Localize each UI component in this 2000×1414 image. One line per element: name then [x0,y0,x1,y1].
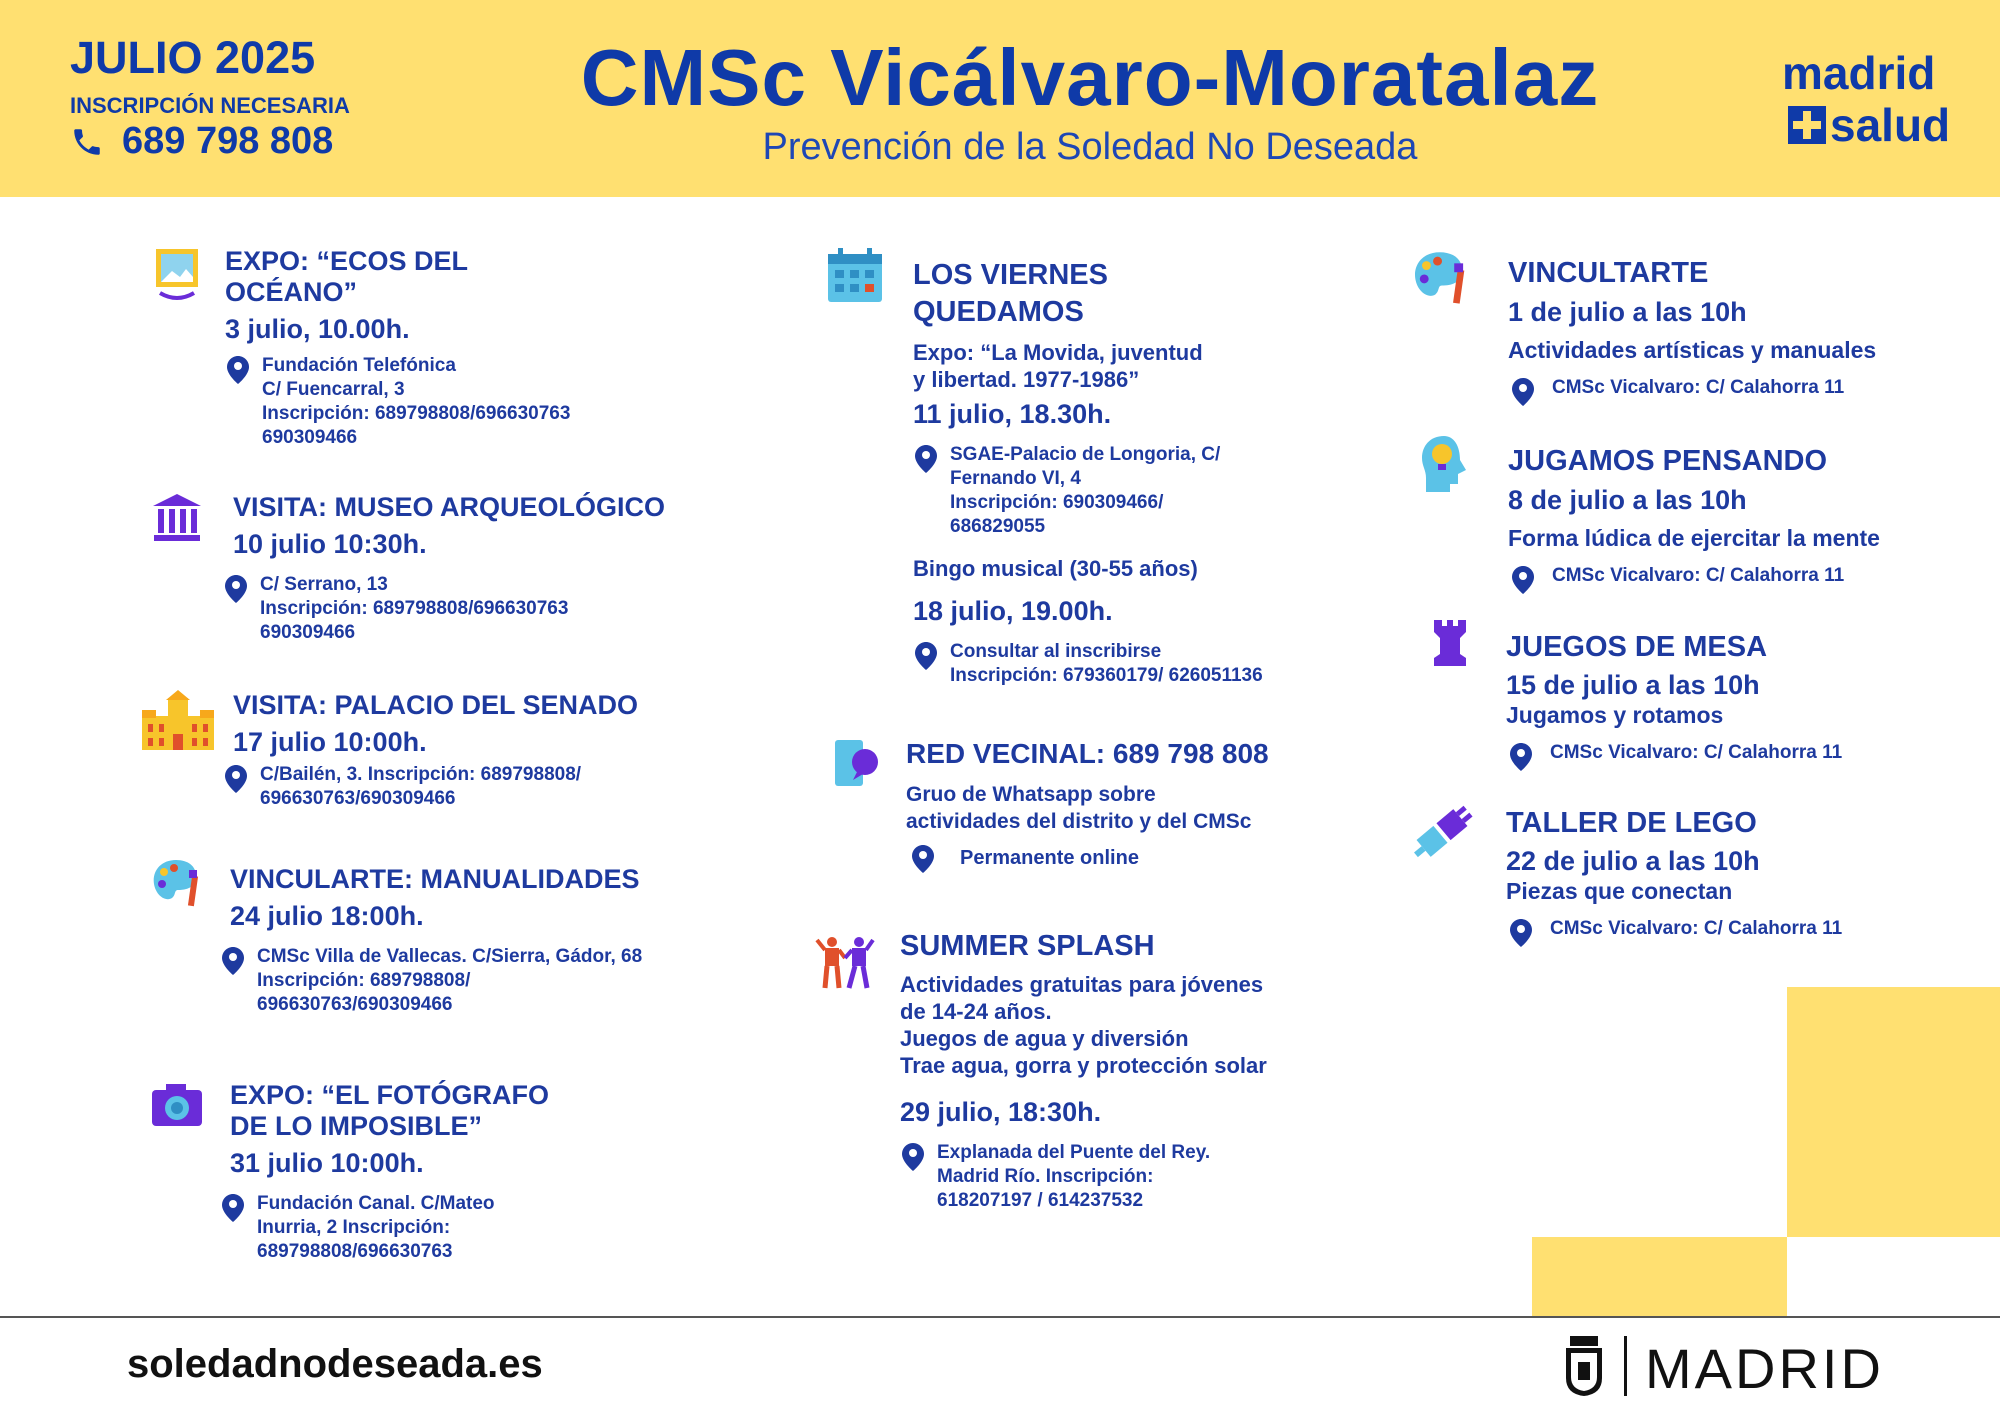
location-pin-icon [1510,743,1532,771]
event-red-vecinal [906,738,1346,873]
location-pin-icon [915,642,937,670]
event-location: C/Bailén, 3. Inscripción: 689798808/ 696630763/690309466 [223,763,733,811]
location-pin-icon [227,356,249,384]
plug-icon [1406,798,1478,868]
event-taller-lego [1506,806,1976,941]
event-desc: Actividades artísticas y manuales [1508,337,1877,363]
event-desc: Forma lúdica de ejercitar la mente [1508,525,1880,551]
event-subtitle: Expo: “La Movida, juventud [913,340,1203,365]
event-title: VINCULTARTE [1508,257,1709,289]
event-title: RED VECINAL: 689 798 808 [906,738,1269,769]
event-date: 17 julio 10:00h. [233,727,427,757]
event-vincularte-manualidades [230,864,750,1017]
event-desc: Jugamos y rotamos [1506,702,1724,728]
page-title: CMSc Vicálvaro-Moratalaz [580,33,1600,122]
event-title: VINCULARTE: MANUALIDADES [230,864,640,894]
event-title: VISITA: MUSEO ARQUEOLÓGICO [233,492,666,522]
event-date: 1 de julio a las 10h [1508,297,1747,327]
location-pin-icon [225,575,247,603]
calendar-icon [826,248,884,304]
event-location: SGAE-Palacio de Longoria, C/ Fernando VI, 4 Inscripción: 690309466/ 686829055 [913,443,1333,539]
event-desc: de 14-24 años. [900,999,1052,1024]
madrid-coat-of-arms-icon [1562,1334,1606,1398]
palette-icon [1412,250,1472,310]
footer-divider [0,1316,2000,1318]
phone-icon [70,125,104,159]
madrid-salud-logo-bottom: salud [1788,98,1950,152]
phone-number: 689 798 808 [122,120,334,162]
event-jugamos-pensando [1508,443,1978,588]
event-bingo: Bingo musical (30-55 años) [913,556,1198,581]
event-date: 11 julio, 18.30h. [913,399,1112,429]
chat-phone-icon [833,738,881,788]
event-title: VISITA: PALACIO DEL SENADO [233,690,639,720]
event-title: LOS VIERNES [913,259,1108,291]
event-location: C/ Serrano, 13 Inscripción: 689798808/696630763 690309466 [223,573,733,645]
event-location[interactable]: Permanente online [906,843,1346,873]
event-date: 24 julio 18:00h. [230,901,424,931]
location-pin-icon [1512,566,1534,594]
event-location: Consultar al inscribirse Inscripción: 679360179/ 626051136 [913,640,1333,688]
camera-icon [150,1082,204,1128]
head-bulb-icon [1418,434,1470,494]
location-pin-icon [915,445,937,473]
page-subtitle: Prevención de la Soledad No Deseada [762,126,1418,168]
event-desc: Trae agua, gorra y protección solar [900,1053,1267,1078]
event-date: 3 julio, 10.00h. [225,314,410,344]
location-pin-icon [225,765,247,793]
website-link[interactable]: soledadnodeseada.es [127,1342,543,1386]
event-location: Explanada del Puente del Rey. Madrid Río. Inscripción: 618207197 / 614237532 [900,1141,1360,1213]
location-pin-icon [222,1194,244,1222]
footer-separator [1624,1336,1627,1396]
header-phone[interactable] [70,120,333,163]
event-viernes-quedamos [913,257,1333,688]
event-date: 10 julio 10:30h. [233,529,427,559]
plus-icon [1788,106,1826,144]
event-title: EXPO: “ECOS DEL [225,246,469,276]
event-title: JUGAMOS PENSANDO [1508,445,1828,477]
event-expo-fotografo [230,1080,750,1264]
inscription-note: INSCRIPCIÓN NECESARIA [70,93,350,118]
event-date: 29 julio, 18:30h. [900,1097,1102,1127]
event-subtitle-cont: y libertad. 1977-1986” [913,367,1140,392]
event-expo-ecos [225,246,685,450]
event-date: 15 de julio a las 10h [1506,670,1760,700]
event-title-cont: QUEDAMOS [913,296,1084,328]
event-title-cont: DE LO IMPOSIBLE” [230,1111,483,1141]
event-location: CMSc Villa de Vallecas. C/Sierra, Gádor, 68 Inscripción: 689798808/ 696630763/690309466 [220,945,750,1017]
event-title: JUEGOS DE MESA [1506,631,1768,663]
picture-frame-icon [154,247,200,303]
decorative-block [1787,987,2000,1237]
event-desc: Juegos de agua y diversión [900,1026,1189,1051]
event-summer-splash [900,929,1360,1213]
event-title-cont: OCÉANO” [225,277,358,307]
event-desc: Piezas que conectan [1506,878,1733,904]
madrid-salud-logo-top: madrid [1782,47,1936,99]
event-palacio-senado [233,690,733,811]
month-label: JULIO 2025 [70,32,316,83]
event-title: EXPO: “EL FOTÓGRAFO [230,1080,550,1110]
chess-rook-icon [1428,618,1472,668]
location-pin-icon [902,1143,924,1171]
event-location: Fundación Telefónica C/ Fuencarral, 3 Inscripción: 689798808/696630763 690309466 [225,354,685,450]
event-vincultarte [1508,255,1978,400]
event-title: SUMMER SPLASH [900,930,1155,962]
event-date: 31 julio 10:00h. [230,1148,424,1178]
location-pin-icon [1510,919,1532,947]
header-banner [0,0,2000,197]
event-location: CMSc Vicalvaro: C/ Calahorra 11 [1508,564,1978,588]
palette-icon [152,858,204,912]
event-title: TALLER DE LEGO [1506,807,1757,839]
event-location: CMSc Vicalvaro: C/ Calahorra 11 [1506,741,1976,765]
event-desc: Gruo de Whatsapp sobre [906,783,1156,806]
museum-icon [151,492,203,544]
event-desc: Actividades gratuitas para jóvenes [900,972,1264,997]
palace-icon [140,690,216,752]
people-dancing-icon [815,936,875,990]
event-date: 8 de julio a las 10h [1508,485,1747,515]
event-location: Fundación Canal. C/Mateo Inurria, 2 Inscripción: 689798808/696630763 [220,1192,750,1264]
location-pin-icon [222,947,244,975]
event-location: CMSc Vicalvaro: C/ Calahorra 11 [1508,376,1978,400]
event-juegos-mesa [1506,630,1976,765]
event-desc-cont: actividades del distrito y del CMSc [906,810,1252,833]
event-date: 18 julio, 19.00h. [913,596,1113,626]
event-museo-arqueologico [233,492,733,645]
city-logo-text: MADRID [1645,1337,1884,1400]
event-location: CMSc Vicalvaro: C/ Calahorra 11 [1506,917,1976,941]
location-pin-icon [1512,378,1534,406]
event-date: 22 de julio a las 10h [1506,846,1760,876]
location-pin-icon [912,845,934,873]
decorative-block [1532,1237,1787,1317]
